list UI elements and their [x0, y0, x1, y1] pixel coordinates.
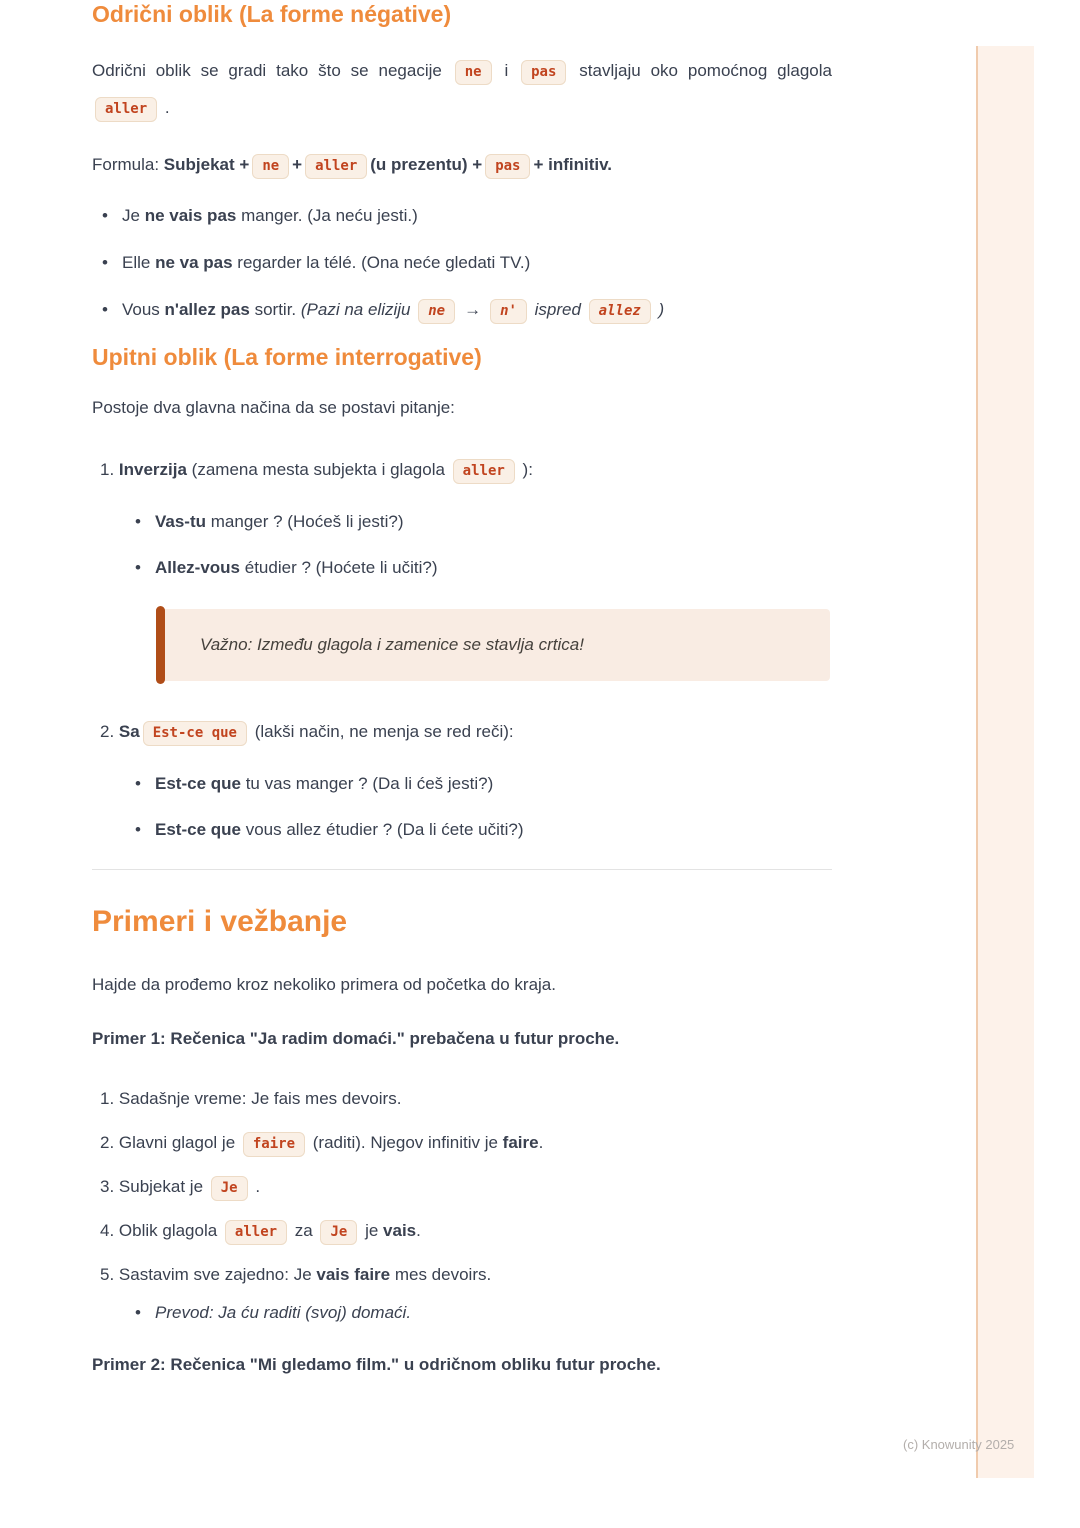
- code-chip-aller: aller: [95, 97, 157, 122]
- step-item: [92, 1084, 832, 1114]
- translation-note-list: [92, 1300, 832, 1326]
- text-run: je: [360, 1221, 384, 1240]
- code-chip-ne: ne: [455, 60, 492, 85]
- formula-part: + infinitiv.: [533, 155, 613, 174]
- code-chip-allez: allez: [589, 299, 651, 324]
- code-chip-je: Je: [211, 1176, 248, 1201]
- bold-run: Allez-vous: [155, 558, 241, 577]
- code-chip-n-apostrophe: n': [490, 299, 527, 324]
- method-inversion-line: [92, 455, 832, 485]
- text-run: vous allez étudier ? (Da li ćete učiti?): [240, 820, 524, 839]
- interrogative-intro-paragraph: Postoje dva glavna načina da se postavi pitanje:: [92, 398, 455, 417]
- step-item: [92, 1172, 832, 1202]
- callout-text: Važno: Između glagola i zamenice se stavlja crtica!: [200, 635, 584, 654]
- example2-title: Primer 2: Rečenica "Mi gledamo film." u odričnom obliku futur proche.: [92, 1355, 661, 1374]
- step-item: [92, 1260, 832, 1290]
- formula-label: Formula:: [92, 155, 164, 174]
- text-run: (zamena mesta subjekta i glagola: [186, 460, 450, 479]
- page-edge-decoration: [976, 46, 1034, 1478]
- code-chip-pas: pas: [485, 154, 530, 179]
- text-run: .: [160, 98, 170, 117]
- step-item: [92, 1128, 832, 1158]
- text-run: Elle: [122, 253, 156, 272]
- text-run: Oblik glagola: [118, 1221, 222, 1240]
- important-note-callout: [156, 609, 830, 681]
- document-content: [92, 0, 832, 1378]
- practice-intro-paragraph: Hajde da prođemo kroz nekoliko primera od početka do kraja.: [92, 975, 556, 994]
- example-item: [92, 509, 832, 535]
- text-run: stavljaju oko pomoćnog glagola: [569, 61, 832, 80]
- code-chip-aller: aller: [225, 1220, 287, 1245]
- bold-run: vais: [383, 1221, 417, 1240]
- code-chip-aller: aller: [305, 154, 367, 179]
- code-chip-faire: faire: [243, 1132, 305, 1157]
- list-number: 2.: [100, 1133, 119, 1152]
- bold-run: Est-ce que: [155, 820, 241, 839]
- example-item: [92, 771, 832, 797]
- negative-intro-paragraph: [92, 52, 832, 126]
- bold-run: vais faire: [316, 1265, 391, 1284]
- code-chip-pas: pas: [521, 60, 566, 85]
- text-run: i: [494, 61, 519, 80]
- copyright-watermark: (c) Knowunity 2025: [903, 1437, 1015, 1452]
- text-run: Subjekat je: [118, 1177, 208, 1196]
- bold-run: Inverzija: [118, 460, 187, 479]
- code-chip-aller: aller: [453, 459, 515, 484]
- example-item: [92, 249, 832, 277]
- formula-part: (u prezentu) +: [370, 155, 483, 174]
- text-run: Sadašnje vreme: Je fais mes devoirs.: [118, 1089, 402, 1108]
- est-ce-que-examples-list: [92, 771, 832, 843]
- text-run: étudier ? (Hoćete li učiti?): [240, 558, 438, 577]
- bold-run: n'allez pas: [164, 300, 250, 319]
- formula-part: +: [292, 155, 303, 174]
- section-divider: [92, 869, 832, 870]
- list-number: 1.: [100, 460, 119, 479]
- code-chip-est-ce-que: Est-ce que: [143, 721, 247, 746]
- bold-run: Sa: [118, 722, 140, 741]
- text-run: .: [416, 1221, 421, 1240]
- example-item: [92, 202, 832, 230]
- example-item: [92, 817, 832, 843]
- inversion-examples-list: [92, 509, 832, 581]
- list-number: 3.: [100, 1177, 119, 1196]
- text-run: mes devoirs.: [390, 1265, 492, 1284]
- code-chip-ne: ne: [252, 154, 289, 179]
- bold-run: Vas-tu: [155, 512, 207, 531]
- text-run: sortir.: [249, 300, 301, 319]
- text-run: Glavni glagol je: [118, 1133, 240, 1152]
- bold-run: ne va pas: [155, 253, 233, 272]
- text-run: tu vas manger ? (Da li ćeš jesti?): [240, 774, 494, 793]
- text-run: (raditi). Njegov infinitiv je: [308, 1133, 503, 1152]
- text-run: za: [290, 1221, 318, 1240]
- text-run: .: [538, 1133, 544, 1152]
- example1-title: Primer 1: Rečenica "Ja radim domaći." prebačena u futur proche.: [92, 1029, 620, 1048]
- step-item: [92, 1216, 832, 1246]
- text-run: manger. (Ja neću jesti.): [236, 206, 418, 225]
- text-run: .: [250, 1177, 261, 1196]
- list-number: 4.: [100, 1221, 119, 1240]
- translation-note-item: [92, 1300, 832, 1326]
- section-heading-practice: Primeri i vežbanje: [92, 905, 348, 938]
- text-run: ): [653, 300, 665, 319]
- text-run: manger ? (Hoćeš li jesti?): [206, 512, 404, 531]
- list-number: 2.: [100, 722, 119, 741]
- list-number: 5.: [100, 1265, 119, 1284]
- code-chip-ne: ne: [418, 299, 455, 324]
- method-est-ce-que-line: [92, 717, 832, 747]
- formula-line: [92, 150, 832, 180]
- bold-run: Est-ce que: [155, 774, 241, 793]
- section-heading-interrogative-form: Upitni oblik (La forme interrogative): [92, 344, 482, 370]
- text-run: Je: [122, 206, 145, 225]
- text-run: Vous: [122, 300, 165, 319]
- section-heading-negative-form: Odrični oblik (La forme négative): [92, 1, 452, 27]
- example1-steps-list: [92, 1084, 832, 1290]
- bold-run: ne vais pas: [144, 206, 237, 225]
- bold-run: faire: [502, 1133, 539, 1152]
- text-run: Sastavim sve zajedno: Je: [118, 1265, 317, 1284]
- list-number: 1.: [100, 1089, 119, 1108]
- text-run: (Pazi na eliziju: [300, 300, 416, 319]
- text-run: (lakši način, ne menja se red reči):: [250, 722, 514, 741]
- code-chip-je: Je: [320, 1220, 357, 1245]
- formula-part: Subjekat +: [163, 155, 250, 174]
- translation-text: Prevod: Ja ću raditi (svoj) domaći.: [155, 1303, 412, 1322]
- example-item: [92, 555, 832, 581]
- text-run: ):: [517, 460, 533, 479]
- right-arrow-icon: →: [464, 300, 482, 319]
- elision-note: [301, 300, 664, 319]
- text-run: regarder la télé. (Ona neće gledati TV.): [232, 253, 531, 272]
- callout-accent-bar: [156, 606, 165, 684]
- text-run: Odrični oblik se gradi tako što se negacije: [92, 61, 452, 80]
- text-run: ispred: [529, 300, 586, 319]
- example-item: [92, 296, 832, 324]
- negative-examples-list: [92, 202, 832, 324]
